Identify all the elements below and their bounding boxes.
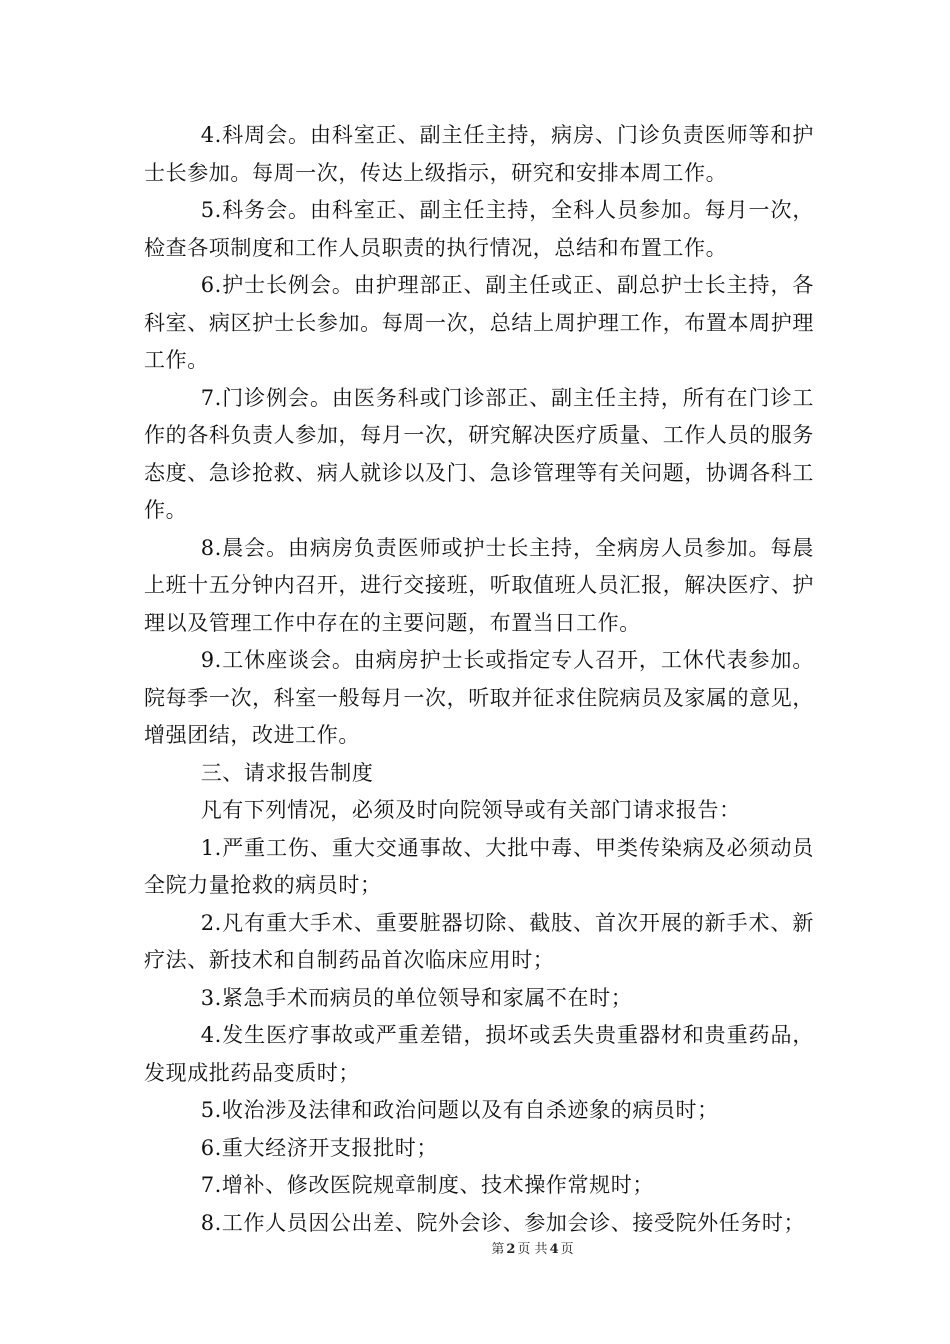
footer-suffix: 页 (560, 1242, 574, 1257)
report-item-1: 1.严重工伤、重大交通事故、大批中毒、甲类传染病及必须动员全院力量抢救的病员时； (144, 835, 814, 897)
paragraph-item-7-outpatient-meeting: 7.门诊例会。由医务科或门诊部正、副主任主持，所有在门诊工作的各科负责人参加，每月一次，研究解决医疗质量、工作人员的服务态度、急诊抢救、病人就诊以及门、急诊管理等有关问题，协调各科工作。 (144, 385, 814, 522)
section-intro: 凡有下列情况，必须及时向院领导或有关部门请求报告： (200, 798, 741, 822)
footer-middle: 页 共 (517, 1242, 548, 1257)
paragraph-item-6-head-nurse-meeting: 6.护士长例会。由护理部正、副主任或正、副总护士长主持，各科室、病区护士长参加。每周一次，总结上周护理工作，布置本周护理工作。 (144, 273, 814, 372)
paragraph-item-5-affairs-meeting: 5.科务会。由科室正、副主任主持，全科人员参加。每月一次，检查各项制度和工作人员职责的执行情况，总结和布置工作。 (144, 198, 814, 260)
paragraph-item-8-morning-meeting: 8.晨会。由病房负责医师或护士长主持，全病房人员参加。每晨上班十五分钟内召开，进行交接班，听取值班人员汇报，解决医疗、护理以及管理工作中存在的主要问题，布置当日工作。 (144, 535, 814, 635)
report-item-6: 6.重大经济开支报批时； (200, 1135, 438, 1160)
report-item-7: 7.增补、修改医院规章制度、技术操作常规时； (200, 1173, 654, 1197)
report-item-2: 2.凡有重大手术、重要脏器切除、截肢、首次开展的新手术、新疗法、新技术和自制药品首次临床应用时； (144, 910, 814, 972)
report-item-8: 8.工作人员因公出差、院外会诊、参加会诊、接受院外任务时； (200, 1210, 806, 1235)
page-footer (0, 1238, 950, 1257)
footer-current-page: 2 (506, 1242, 516, 1257)
document-body (144, 117, 814, 1242)
footer-total-pages: 4 (549, 1242, 559, 1257)
paragraph-item-9-patient-forum: 9.工休座谈会。由病房护士长或指定专人召开，工休代表参加。院每季一次，科室一般每月一次，听取并征求住院病员及家属的意见，增强团结，改进工作。 (144, 648, 814, 747)
report-item-4: 4.发生医疗事故或严重差错，损坏或丢失贵重器材和贵重药品，发现成批药品变质时； (144, 1023, 814, 1085)
footer-prefix: 第 (491, 1242, 505, 1257)
report-item-5: 5.收治涉及法律和政治问题以及有自杀迹象的病员时； (200, 1098, 719, 1122)
paragraph-item-4-weekly-meeting: 4.科周会。由科室正、副主任主持，病房、门诊负责医师等和护士长参加。每周一次，传达上级指示，研究和安排本周工作。 (144, 123, 814, 185)
report-item-3: 3.紧急手术而病员的单位领导和家属不在时； (200, 985, 633, 1010)
section-heading: 三、请求报告制度 (200, 760, 374, 785)
